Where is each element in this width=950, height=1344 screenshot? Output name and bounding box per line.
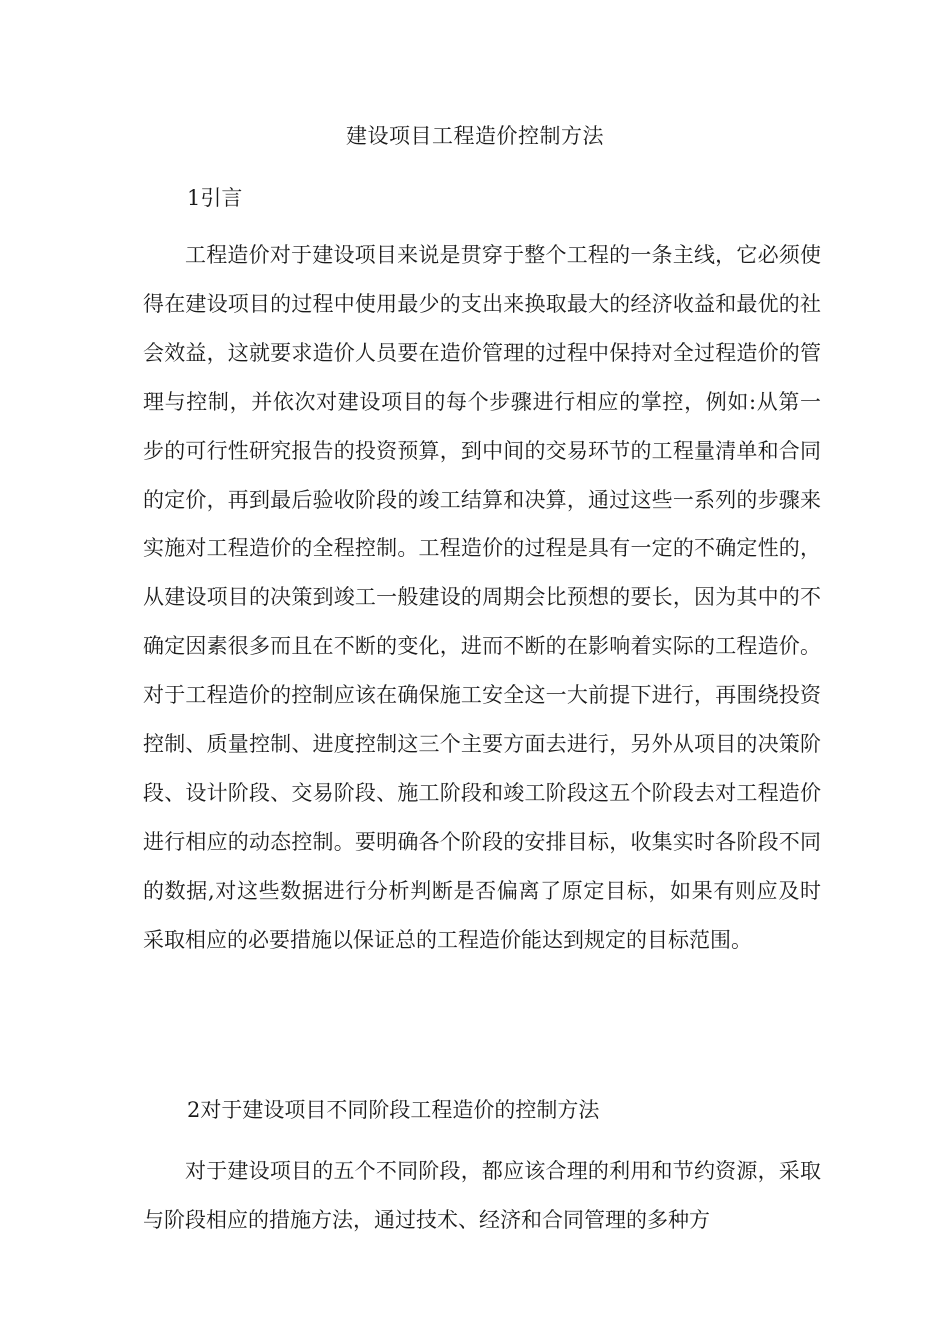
section-heading-introduction: 1引言 [187, 186, 243, 210]
control-methods-paragraph: 对于建设项目的五个不同阶段，都应该合理的利用和节约资源，采取与阶段相应的措施方法，通过技术、经济和合同管理的多种方 [143, 1159, 821, 1232]
section-heading-control-methods: 2对于建设项目不同阶段工程造价的控制方法 [187, 1098, 600, 1122]
document-title: 建设项目工程造价控制方法 [346, 124, 604, 148]
introduction-paragraph: 工程造价对于建设项目来说是贯穿于整个工程的一条主线，它必须使得在建设项目的过程中使用最少的支出来换取最大的经济收益和最优的社会效益，这就要求造价人员要在造价管理的过程中保持对全过程造价的管理与控制，并依次对建设项目的每个步骤进行相应的掌控，例如:从第一步的可行性研究报告的投资预算，到中间的交易环节的工程量清单和合同的定价，再到最后验收阶段的竣工结算和决算，通过这些一系列的步骤来实施对工程造价的全程控制。工程造价的过程是具有一定的不确定性的，从建设项目的决策到竣工一般建设的周期会比预想的要长，因为其中的不确定因素很多而且在不断的变化，进而不断的在影响着实际的工程造价。对于工程造价的控制应该在确保施工安全这一大前提下进行，再围绕投资控制、质量控制、进度控制这三个主要方面去进行，另外从项目的决策阶段、设计阶段、交易阶段、施工阶段和竣工阶段这五个阶段去对工程造价进行相应的动态控制。要明确各个阶段的安排目标，收集实时各阶段不同的数据,对这些数据进行分析判断是否偏离了原定目标，如果有则应及时采取相应的必要措施以保证总的工程造价能达到规定的目标范围。 [143, 243, 821, 952]
